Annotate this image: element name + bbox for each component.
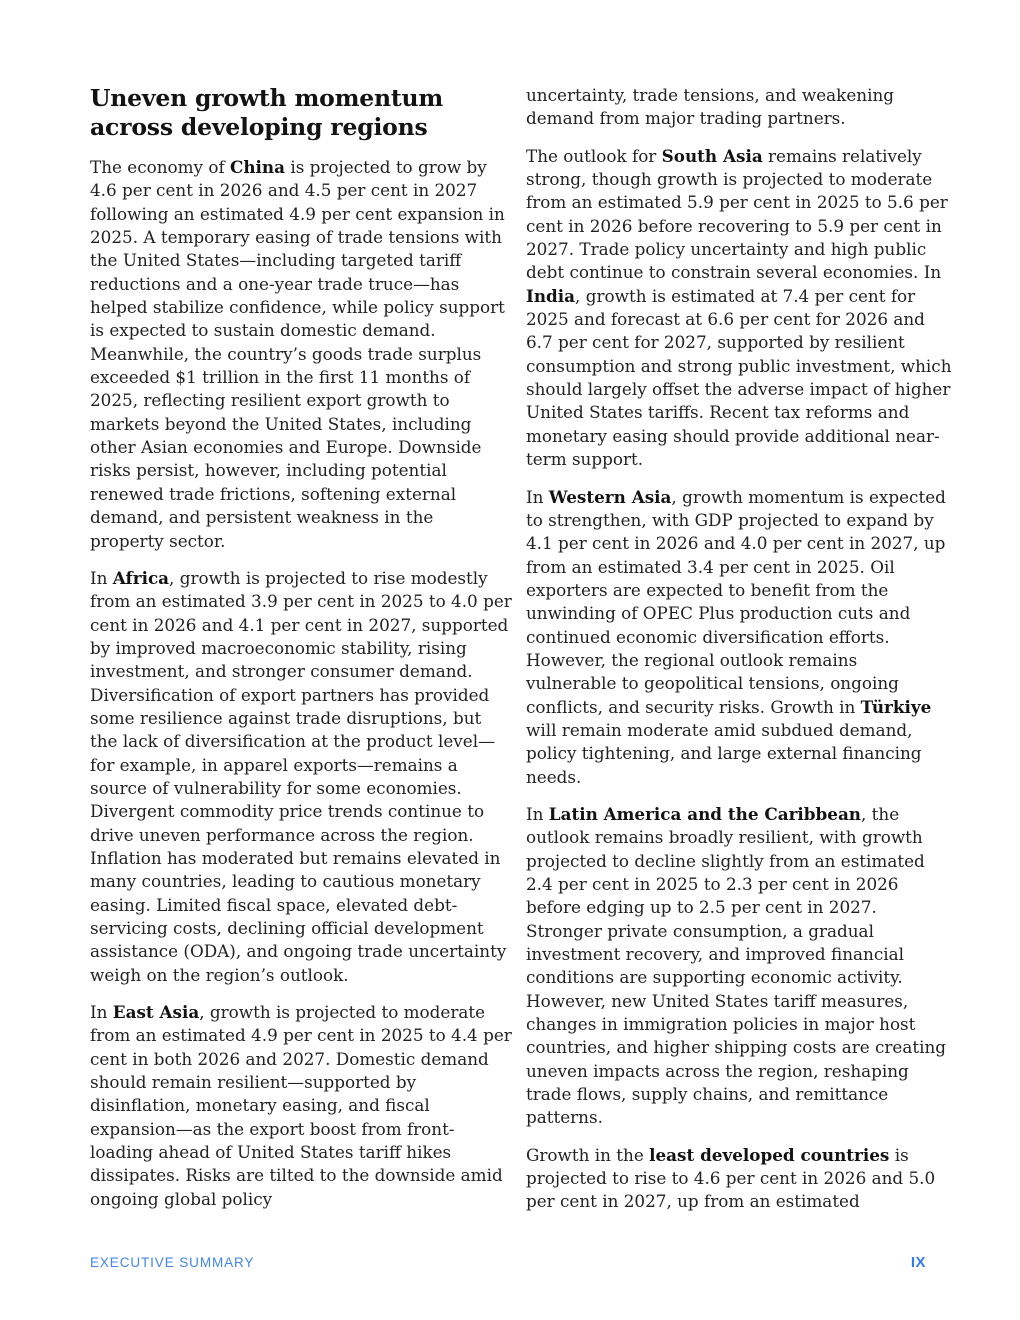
page-footer bbox=[90, 1254, 926, 1271]
right-column bbox=[526, 84, 952, 1228]
paragraph-text: In bbox=[90, 567, 113, 588]
paragraph-text: Growth in the bbox=[526, 1144, 650, 1165]
paragraph-text: is projected to grow by 4.6 per cent in 2026 and 4.5 per cent in 2027 following an estimated 4.9 per cent expansion in 2025. A temporary easing of trade tensions with the United States—including targeted tariff reductions and a one-year trade truce—has helped stabilize confidence, while policy support is expected to sustain domestic demand. Meanwhile, the country’s goods trade surplus exceeded $1 trillion in the first 11 months of 2025, reflecting resilient export growth to markets beyond the United States, including other Asian economies and Europe. Downside risks persist, however, including potential renewed trade frictions, softening external demand, and persistent weakness in the property sector. bbox=[90, 157, 505, 551]
paragraph-text: is projected to rise to 4.6 per cent in 2026 and 5.0 per cent in 2027, up from an estimated bbox=[526, 1144, 936, 1212]
bold-region-name: Africa bbox=[112, 567, 170, 588]
body-paragraph bbox=[526, 145, 952, 472]
body-paragraph bbox=[90, 1001, 512, 1211]
paragraph-text: , growth is projected to moderate from an estimated 4.9 per cent in 2025 to 4.4 per cent in both 2026 and 2027. Domestic demand should remain resilient—supported by disinflation, monetary easing, and fiscal expansion—as the export boost from front-loading ahead of United States tariff hikes dissipates. Risks are tilted to the downside amid ongoing global policy bbox=[90, 1002, 512, 1209]
paragraph-text: , growth is projected to rise modestly from an estimated 3.9 per cent in 2025 to 4.0 per cent in 2026 and 4.1 per cent in 2027, supported by improved macroeconomic stability, rising investment, and stronger consumer demand. Diversification of export partners has provided some resilience against trade disruptions, but the lack of diversification at the product level—for example, in apparel exports—remains a source of vulnerability for some economies. Divergent commodity price trends continue to drive uneven performance across the region. Inflation has moderated but remains elevated in many countries, leading to cautious monetary easing. Limited fiscal space, elevated debt-servicing costs, declining official development assistance (ODA), and ongoing trade uncertainty weigh on the region’s outlook. bbox=[90, 567, 512, 985]
paragraph-text: In bbox=[526, 486, 549, 507]
paragraph-text: will remain moderate amid subdued demand, policy tightening, and large external financing needs. bbox=[526, 719, 922, 787]
body-paragraph bbox=[526, 84, 952, 131]
paragraph-text: , the outlook remains broadly resilient, with growth projected to decline slightly from an estimated 2.4 per cent in 2025 to 2.3 per cent in 2026 before edging up to 2.5 per cent in 2027. Stronger private consumption, a gradual investment recovery, and improved financial conditions are supporting economic activity. However, new United States tariff measures, changes in immigration policies in major host countries, and higher shipping costs are creating uneven impacts across the region, reshaping trade flows, supply chains, and remittance patterns. bbox=[526, 803, 946, 1128]
paragraph-text: , growth momentum is expected to strengthen, with GDP projected to expand by 4.1 per cent in 2026 and 4.0 per cent in 2027, up from an estimated 3.4 per cent in 2025. Oil exporters are expected to benefit from the unwinding of OPEC Plus production cuts and continued economic diversification efforts. However, the regional outlook remains vulnerable to geopolitical tensions, ongoing conflicts, and security risks. Growth in bbox=[526, 486, 946, 717]
left-column-paragraphs bbox=[90, 156, 512, 1211]
left-column bbox=[90, 84, 512, 1225]
paragraph-text: remains relatively strong, though growth is projected to moderate from an estimated 5.9 per cent in 2025 to 5.6 per cent in 2026 before recovering to 5.9 per cent in 2027. Trade policy uncertainty and high public debt continue to constrain several economies. In bbox=[526, 145, 948, 283]
bold-region-name: Western Asia bbox=[548, 486, 672, 507]
paragraph-text: The economy of bbox=[90, 157, 230, 177]
bold-region-name: China bbox=[230, 157, 286, 177]
footer-page-number: IX bbox=[910, 1254, 926, 1271]
paragraph-text: , growth is estimated at 7.4 per cent for 2025 and forecast at 6.6 per cent for 2026 and 6.7 per cent for 2027, supported by resilient consumption and strong public investment, which should largely offset the adverse impact of higher United States tariffs. Recent tax reforms and monetary easing should provide additional near-term support. bbox=[526, 285, 952, 470]
body-paragraph bbox=[526, 1144, 952, 1214]
page-title: Uneven growth momentum across developing regions bbox=[90, 84, 444, 141]
footer-section-label: EXECUTIVE SUMMARY bbox=[90, 1255, 255, 1270]
body-paragraph bbox=[90, 567, 512, 987]
body-paragraph bbox=[526, 803, 952, 1130]
paragraph-text: In bbox=[90, 1002, 113, 1023]
bold-region-name: South Asia bbox=[661, 145, 763, 166]
bold-region-name: East Asia bbox=[112, 1002, 200, 1023]
right-column-paragraphs bbox=[526, 84, 952, 1214]
paragraph-text: The outlook for bbox=[526, 145, 662, 166]
bold-region-name: least developed countries bbox=[649, 1144, 890, 1165]
bold-region-name: Türkiye bbox=[860, 696, 932, 717]
body-paragraph bbox=[90, 156, 512, 553]
bold-region-name: Latin America and the Caribbean bbox=[548, 803, 862, 824]
paragraph-text: uncertainty, trade tensions, and weakening demand from major trading partners. bbox=[526, 85, 894, 129]
paragraph-text: In bbox=[526, 803, 549, 824]
bold-region-name: India bbox=[526, 285, 576, 306]
body-paragraph bbox=[526, 486, 952, 789]
